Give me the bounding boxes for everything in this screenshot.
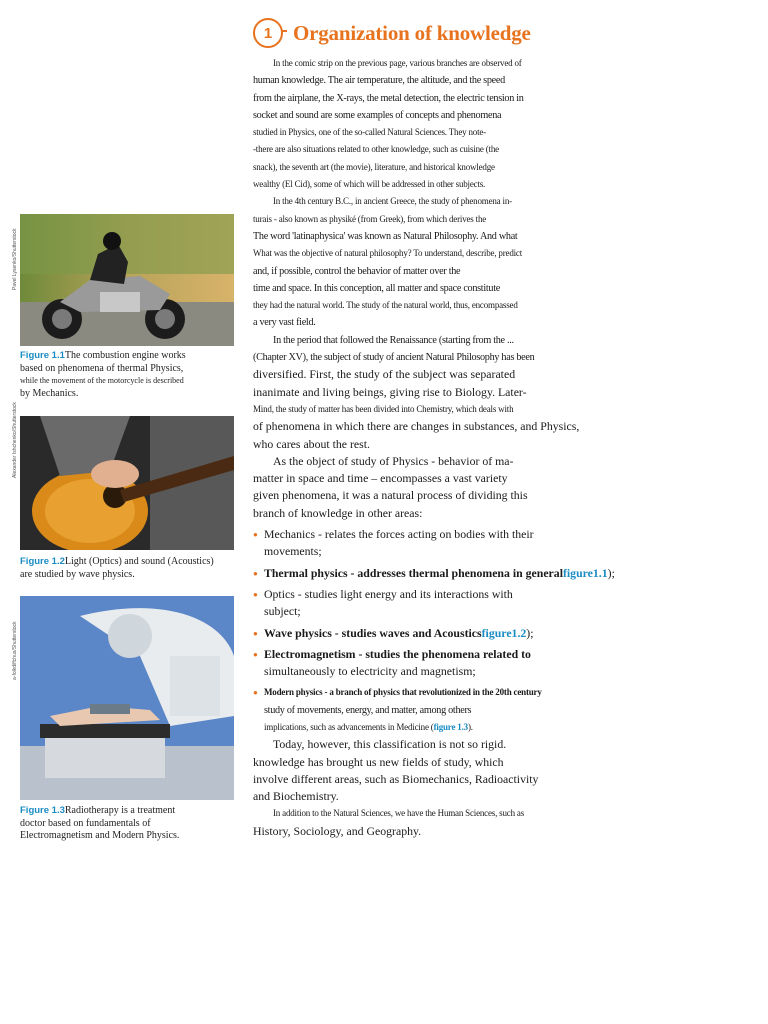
paragraph-line: In addition to the Natural Sciences, we have the Human Sciences, such as bbox=[273, 808, 525, 819]
section-heading bbox=[253, 18, 531, 48]
paragraph-line: turais - also known as physiké (from Greek), from which derives the bbox=[253, 213, 487, 224]
paragraph-line: knowledge has brought us new fields of study, which bbox=[253, 754, 504, 769]
paragraph-line: History, Sociology, and Geography. bbox=[253, 823, 422, 838]
figure-1-1-caption: Figure 1.1The combustion engine works based on phenomena of thermal Physics, while the movement of the motorcycle is described by Mechanics. bbox=[20, 350, 186, 399]
paragraph-line: and, if possible, control the behavior of matter over the bbox=[253, 265, 461, 277]
paragraph-line: matter in space and time – encompasses a vast variety bbox=[253, 471, 508, 486]
bullet-electromagnetism: ● Electromagnetism - studies the phenomena related to bbox=[253, 646, 603, 663]
paragraph-line: Mind, the study of matter has been divided into Chemistry, which deals with bbox=[253, 403, 514, 414]
paragraph-line: As the object of study of Physics - behavior of ma- bbox=[273, 453, 514, 468]
paragraph-line: they had the natural world. The study of the natural world, thus, encompassed bbox=[253, 300, 518, 311]
bullet-wave: ● Wave physics - studies waves and Acousticsfigure1.2); bbox=[253, 625, 603, 642]
paragraph-line: In the period that followed the Renaissance (starting from the ... bbox=[273, 334, 514, 346]
paragraph-line: studied in Physics, one of the so-called Natural Sciences. They note- bbox=[253, 127, 486, 138]
photo-credit: a-folkdiffchus/Shutterstock bbox=[12, 621, 18, 680]
bullet-electromagnetism-cont: simultaneously to electricity and magnetism; bbox=[264, 664, 476, 679]
figure-label: Figure 1.2 bbox=[20, 556, 65, 567]
bullet-mechanics-cont: movements; bbox=[264, 544, 322, 559]
paragraph-line: In the 4th century B.C., in ancient Greece, the study of phenomena in- bbox=[273, 196, 512, 207]
figure-label: Figure 1.1 bbox=[20, 350, 65, 361]
paragraph-line: wealthy (El Cid), some of which will be addressed in other subjects. bbox=[253, 179, 486, 190]
paragraph-line: In the comic strip on the previous page, various branches are observed of bbox=[273, 58, 522, 68]
photo-credit: Pavel Lysenko/Shutterstock bbox=[12, 228, 18, 290]
paragraph-line: The word 'latinaphysica' was known as Natural Philosophy. And what bbox=[253, 230, 518, 242]
figure-1-3-caption: Figure 1.3Radiotherapy is a treatment doctor based on fundamentals of Electromagnetism and Modern Physics. bbox=[20, 805, 180, 841]
bullet-modern-cont: implications, such as advancements in Medicine (figure 1.3). bbox=[264, 721, 473, 732]
page-title: Organization of knowledge bbox=[293, 20, 531, 45]
paragraph-line: Today, however, this classification is not so rigid. bbox=[273, 737, 507, 752]
paragraph-line: branch of knowledge in other areas: bbox=[253, 505, 423, 520]
figure-1-3-photo-radiotherapy bbox=[20, 596, 234, 800]
bullet-thermal: ● Thermal physics - addresses thermal phenomena in generalfigure1.1); bbox=[253, 565, 603, 582]
figure-1-2-caption: Figure 1.2Light (Optics) and sound (Acoustics) are studied by wave physics. bbox=[20, 556, 214, 580]
bullet-modern-cont: study of movements, energy, and matter, among others bbox=[264, 704, 472, 716]
figure-1-1-photo-motorcycle bbox=[20, 214, 234, 346]
paragraph-line: a very vast field. bbox=[253, 317, 316, 329]
paragraph-line: human knowledge. The air temperature, the altitude, and the speed bbox=[253, 75, 505, 87]
figure-reference-link[interactable]: figure1.2 bbox=[481, 625, 527, 640]
paragraph-line: and Biochemistry. bbox=[253, 789, 339, 804]
body-text bbox=[253, 55, 615, 840]
bullet-mechanics: ● Mechanics - relates the forces acting on bodies with their bbox=[253, 526, 603, 543]
paragraph-line: -there are also situations related to other knowledge, such as cuisine (the bbox=[253, 144, 499, 155]
bullet-optics-cont: subject; bbox=[264, 604, 301, 619]
paragraph-line: of phenomena in which there are changes in substances, and Physics, bbox=[253, 419, 580, 434]
paragraph-line: involve different areas, such as Biomechanics, Radioactivity bbox=[253, 771, 539, 786]
figure-reference-link[interactable]: figure1.1 bbox=[562, 565, 608, 580]
paragraph-line: snack), the seventh art (the movie), literature, and historical knowledge bbox=[253, 161, 495, 172]
paragraph-line: What was the objective of natural philosophy? To understand, describe, predict bbox=[253, 248, 523, 259]
paragraph-line: time and space. In this conception, all matter and space constitute bbox=[253, 282, 500, 294]
photo-credit: Alexander Ishchenko/Shutterstock bbox=[12, 402, 18, 478]
paragraph-line: inanimate and living beings, giving rise to Biology. Later- bbox=[253, 384, 527, 399]
paragraph-line: socket and sound are some examples of concepts and phenomena bbox=[253, 109, 502, 121]
paragraph-line: from the airplane, the X-rays, the metal detection, the electric tension in bbox=[253, 92, 524, 104]
paragraph-line: given phenomena, it was a natural process of dividing this bbox=[253, 488, 528, 503]
paragraph-line: who cares about the rest. bbox=[253, 436, 370, 451]
bullet-modern: ● Modern physics - a branch of physics that revolutionized in the 20th century bbox=[253, 684, 603, 701]
figure-label: Figure 1.3 bbox=[20, 805, 65, 816]
figure-1-2-photo-guitar bbox=[20, 416, 234, 550]
bullet-optics: ● Optics - studies light energy and its interactions with bbox=[253, 586, 603, 603]
paragraph-line: diversified. First, the study of the subject was separated bbox=[253, 367, 516, 382]
paragraph-line: (Chapter XV), the subject of study of ancient Natural Philosophy has been bbox=[253, 352, 535, 364]
figure-reference-link[interactable]: figure 1.3 bbox=[433, 721, 468, 732]
section-number-badge: 1 bbox=[253, 18, 283, 48]
